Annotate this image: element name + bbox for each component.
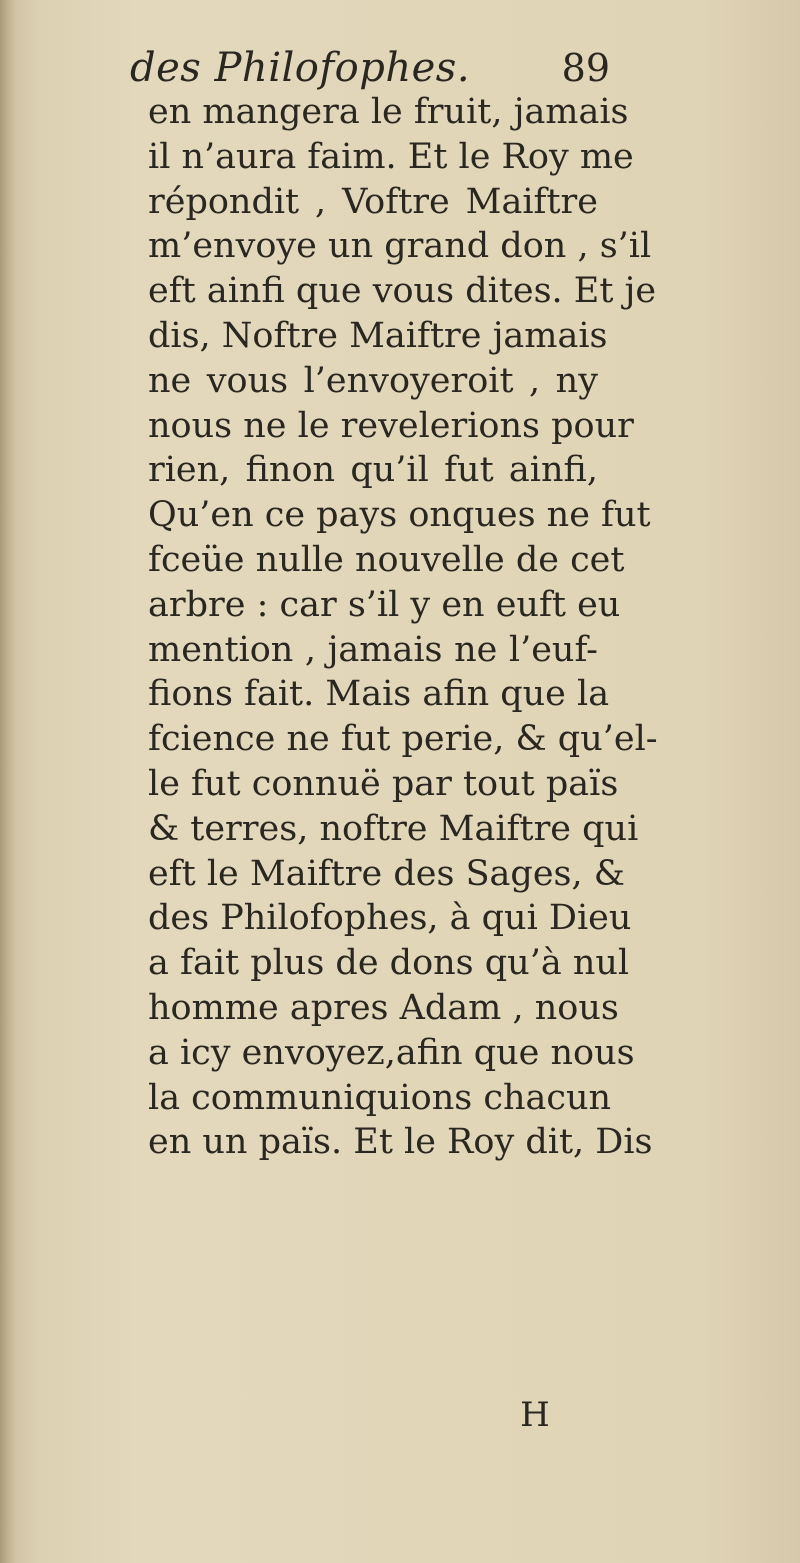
text-line: répondit , Voftre Maiftre: [148, 181, 598, 222]
text-line: a fait plus de dons qu’à nul: [148, 943, 630, 984]
text-line: nous ne le revelerions pour: [148, 405, 634, 446]
text-line: a icy envoyez,afin que nous: [148, 1032, 635, 1073]
text-line: arbre : car s’il y en euft eu: [148, 584, 621, 625]
text-line: le fut connuë par tout païs: [148, 763, 619, 804]
text-line: & terres, noftre Maiftre qui: [148, 808, 639, 849]
text-line: il n’aura faim. Et le Roy me: [148, 136, 634, 177]
page-number: 89: [561, 46, 610, 90]
text-line: en un païs. Et le Roy dit, Dis: [148, 1122, 653, 1163]
text-line: fions fait. Mais afin que la: [148, 674, 610, 715]
text-line: rien, finon qu’il fut ainfi,: [148, 450, 598, 491]
text-line: Qu’en ce pays onques ne fut: [148, 495, 651, 536]
text-line: ne vous l’envoyeroit , ny: [148, 360, 598, 401]
text-line: fceüe nulle nouvelle de cet: [148, 539, 625, 580]
text-line: en mangera le fruit, jamais: [148, 92, 629, 132]
signature-mark: H: [520, 1395, 550, 1435]
text-line: m’envoye un grand don , s’il: [148, 226, 652, 267]
text-line: des Philofophes, à qui Dieu: [148, 898, 632, 939]
running-head: des Philofophes.: [130, 45, 471, 91]
text-line: homme apres Adam , nous: [148, 987, 619, 1028]
text-line: eft le Maiftre des Sages, &: [148, 853, 625, 894]
text-line: eft ainfi que vous dites. Et je: [148, 271, 657, 312]
text-line: la communiquions chacun: [148, 1077, 612, 1118]
binding-gutter: [0, 0, 16, 1563]
text-line: dis, Noftre Maiftre jamais: [148, 315, 608, 356]
text-line: mention , jamais ne l’euf-: [148, 629, 598, 670]
text-line: fcience ne fut perie, & qu’el-: [148, 719, 658, 760]
body-text: [148, 90, 658, 1165]
